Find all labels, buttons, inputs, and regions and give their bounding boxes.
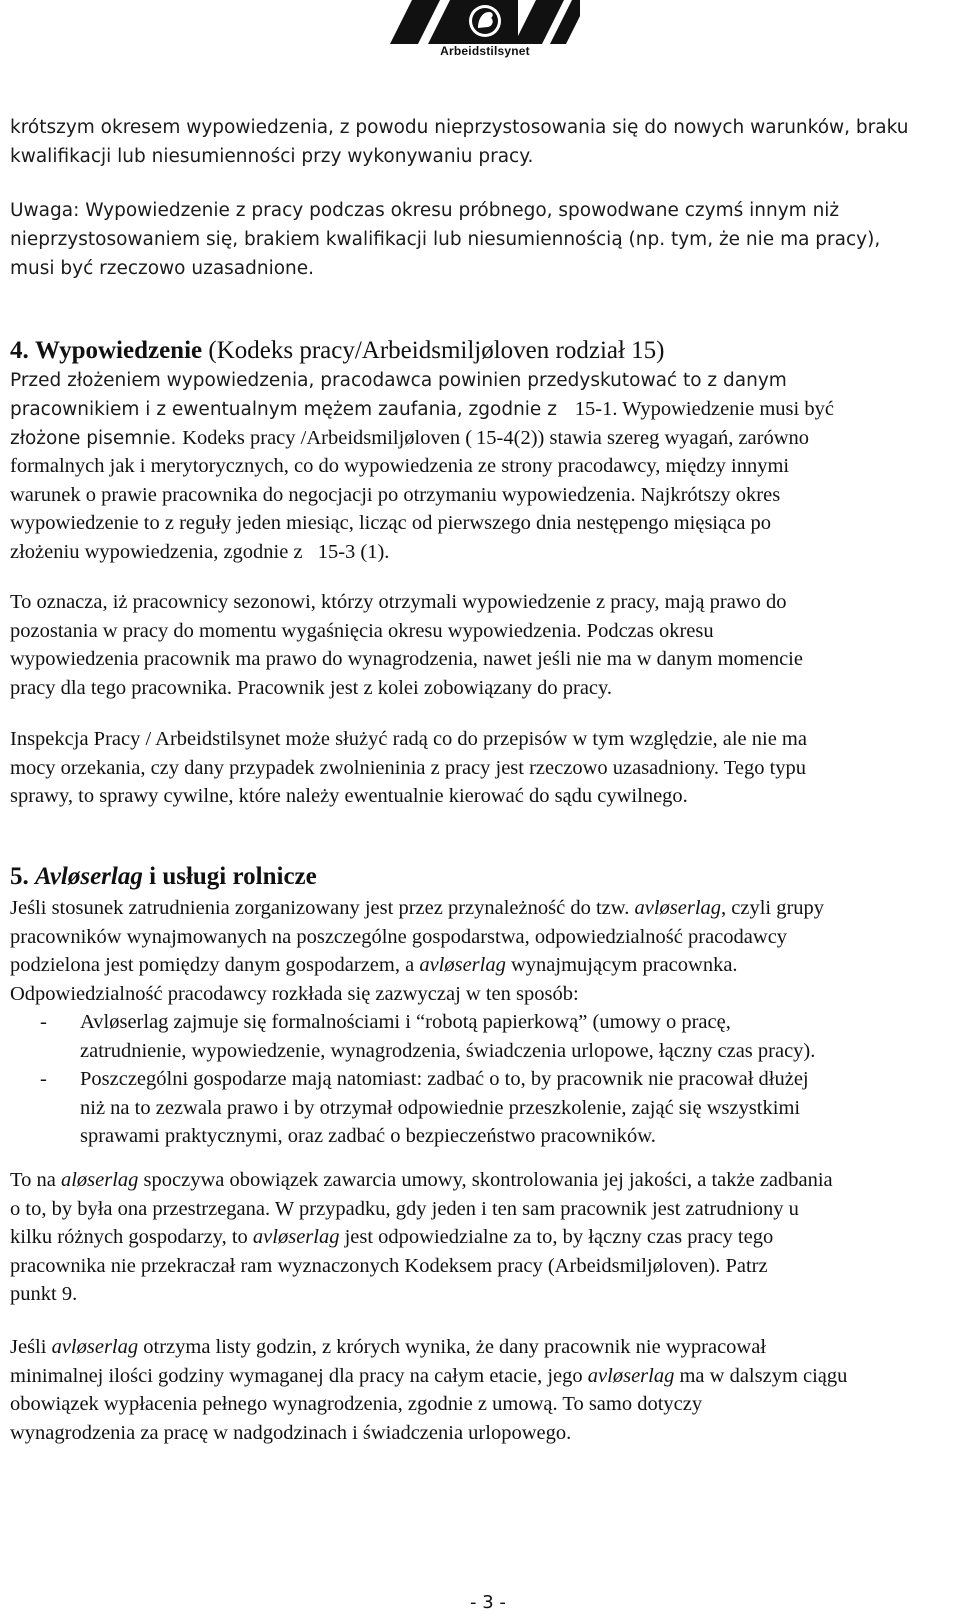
text-line	[10, 1333, 960, 1362]
text-line: o to, by była ona przestrzegana. W przypadku, gdy jeden i ten sam pracownik jest zatrudniony u	[10, 1197, 799, 1220]
text-line	[10, 1166, 960, 1195]
text-run: złożone pisemnie.	[10, 428, 177, 449]
term-avloserlag: avløserlag	[252, 1226, 340, 1248]
text-run: jest odpowiedzialne za to, by łączny czas pracy tego	[344, 1226, 774, 1248]
text-run: 15-3 (1).	[317, 540, 390, 563]
text-line: krótszym okresem wypowiedzenia, z powodu nieprzystosowania się do nowych warunków, braku	[10, 117, 909, 138]
text-run: To na	[10, 1169, 56, 1191]
text-line	[10, 951, 960, 980]
text-line: punkt 9.	[10, 1283, 78, 1305]
section-subtitle: (Kodeks pracy/Arbeidsmiljøloven rodział 15)	[208, 337, 665, 364]
text-line	[10, 538, 960, 567]
text-line	[10, 424, 960, 453]
text-line: wypowiedzenia pracownik ma prawo do wynagrodzenia, nawet jeśli nie ma w danym momencie	[10, 648, 803, 670]
list-dash: -	[40, 1011, 47, 1033]
text-run: podzielona jest pomiędzy danym gospodarzem, a	[10, 954, 415, 976]
text-line: pracowników wynajmowanych na poszczególne gospodarstwa, odpowiedzialność pracodawcy	[10, 925, 788, 948]
text-line: obowiązek wypłacenia pełnego wynagrodzenia, zgodnie z umową. To samo dotyczy	[10, 1393, 703, 1415]
list-item	[10, 1065, 960, 1151]
text-run: Kodeks pracy /Arbeidsmiljøloven (	[182, 427, 473, 449]
section-5-body	[10, 894, 960, 1151]
section-number: 5.	[10, 863, 29, 890]
paragraph-intro	[10, 113, 960, 171]
text-line: To oznacza, iż pracownicy sezonowi, którzy otrzymali wypowiedzenie z pracy, mają prawo do	[10, 591, 787, 613]
term-avloserlag: avløserlag	[51, 1336, 139, 1358]
term-avloserlag: avløserlag	[634, 897, 722, 919]
text-line: pracy dla tego pracownika. Pracownik jest z kolei zobowiązany do pracy.	[10, 676, 613, 699]
text-run: kilku różnych gospodarzy, to	[10, 1226, 248, 1248]
section-4-body-serif	[10, 452, 960, 566]
lion-emblem-icon	[390, 0, 580, 44]
text-line: wypowiedzenie to z reguły jeden miesiąc, licząc od pierwszego dnia nestępengo mięsiąca po	[10, 512, 772, 534]
arbeidstilsynet-logo	[390, 0, 580, 62]
paragraph-note	[10, 196, 960, 283]
text-run: otrzyma listy godzin, z krórych wynika, że dany pracownik nie wypracował	[143, 1336, 767, 1358]
text-line: pozostania w pracy do momentu wygaśnięcia okresu wypowiedzenia. Podczas okresu	[10, 619, 714, 642]
section-number: 4.	[10, 337, 29, 364]
logo-text: Arbeidstilsynet	[440, 44, 530, 58]
text-line	[10, 894, 960, 923]
section-title: Avløserlag	[35, 863, 143, 890]
text-line: nieprzystosowaniem się, brakiem kwalifikacji lub niesumiennością (np. tym, że nie ma pracy),	[10, 229, 881, 250]
text-line: musi być rzeczowo uzasadnione.	[10, 258, 315, 279]
paragraph-symbol-icon	[563, 395, 575, 424]
text-run: pracownikiem i z ewentualnym mężem zaufania, zgodnie z	[10, 399, 563, 420]
text-run: 15-4(2)) stawia szereg wyagań, zarówno	[476, 427, 810, 449]
section-4-paragraph-2	[10, 588, 960, 702]
page-number: - 3 -	[470, 1592, 506, 1613]
text-line	[10, 1223, 960, 1252]
term-avloserlag: avløserlag	[419, 954, 506, 976]
text-line: Przed złożeniem wypowiedzenia, pracodawca powinien przedyskutować to z danym	[10, 370, 787, 391]
term-aloserlag: aløserlag	[60, 1169, 139, 1191]
text-line	[10, 1362, 960, 1391]
text-line: formalnych jak i merytorycznych, co do wypowiedzenia ze strony pracodawcy, między innymi	[10, 455, 790, 477]
list-item	[10, 1008, 960, 1065]
text-line: sprawy, to sprawy cywilne, które należy ewentualnie kierować do sądu cywilnego.	[10, 785, 688, 807]
text-run: minimalnej ilości godziny wymaganej dla pracy na całym etacie, jego	[10, 1364, 583, 1387]
section-4-heading	[10, 336, 960, 366]
text-run: ma w dalszym ciągu	[679, 1364, 848, 1387]
text-run: złożeniu wypowiedzenia, zgodnie z	[10, 540, 308, 563]
section-5-heading	[10, 862, 960, 892]
text-line: sprawami praktycznymi, oraz zadbać o bezpieczeństwo pracowników.	[80, 1125, 656, 1147]
section-5-paragraph-2	[10, 1166, 960, 1309]
term-avloserlag: avløserlag	[587, 1364, 675, 1387]
list-dash: -	[40, 1068, 47, 1090]
text-line: Odpowiedzialność pracodawcy rozkłada się zazwyczaj w ten sposób:	[10, 982, 579, 1005]
text-run: spoczywa obowiązek zawarcia umowy, skontrolowania jej jakości, a także zadbania	[143, 1169, 833, 1191]
text-line: warunek o prawie pracownika do negocjacji po otrzymaniu wypowiedzenia. Najkrótszy okres	[10, 483, 781, 506]
text-line: Poszczególni gospodarze mają natomiast: zadbać o to, by pracownik nie pracował dłużej	[80, 1068, 809, 1090]
text-run: 15-1. Wypowiedzenie musi być	[574, 398, 834, 420]
section-4-body-sans	[10, 366, 960, 453]
text-line: kwalifikacji lub niesumienności przy wykonywaniu pracy.	[10, 146, 534, 167]
text-line: niż na to zezwala prawo i by otrzymał odpowiednie przeszkolenie, zająć się wszystkimi	[80, 1096, 801, 1119]
text-line: wynagrodzenia za pracę w nadgodzinach i świadczenia urlopowego.	[10, 1421, 572, 1444]
text-line: pracownika nie przekraczał ram wyznaczonych Kodeksem pracy (Arbeidsmiljøloven). Patrz	[10, 1254, 768, 1277]
text-line: Avløserlag zajmuje się formalnościami i “robotą papierkową” (umowy o pracę,	[80, 1011, 731, 1033]
text-run: wynajmującym pracownka.	[510, 954, 738, 976]
text-run: , czyli grupy	[721, 897, 825, 919]
section-5-paragraph-3	[10, 1333, 960, 1447]
text-line: zatrudnienie, wypowiedzenie, wynagrodzenia, świadczenia urlopowe, łączny czas pracy).	[80, 1039, 816, 1062]
text-line: mocy orzekania, czy dany przypadek zwolnieninia z pracy jest rzeczowo uzasadniony. Tego typu	[10, 756, 807, 779]
section-subtitle: i usługi rolnicze	[149, 863, 317, 890]
text-line: Uwaga: Wypowiedzenie z pracy podczas okresu próbnego, spowodwane czymś innym niż	[10, 200, 840, 221]
text-line	[10, 395, 960, 424]
section-4-paragraph-3	[10, 725, 960, 811]
text-run: Jeśli stosunek zatrudnienia zorganizowany jest przez przynależność do tzw.	[10, 897, 630, 919]
text-line: Inspekcja Pracy / Arbeidstilsynet może służyć radą co do przepisów w tym względzie, ale nie ma	[10, 728, 807, 750]
text-run: Jeśli	[10, 1336, 47, 1358]
section-title: Wypowiedzenie	[35, 337, 203, 364]
